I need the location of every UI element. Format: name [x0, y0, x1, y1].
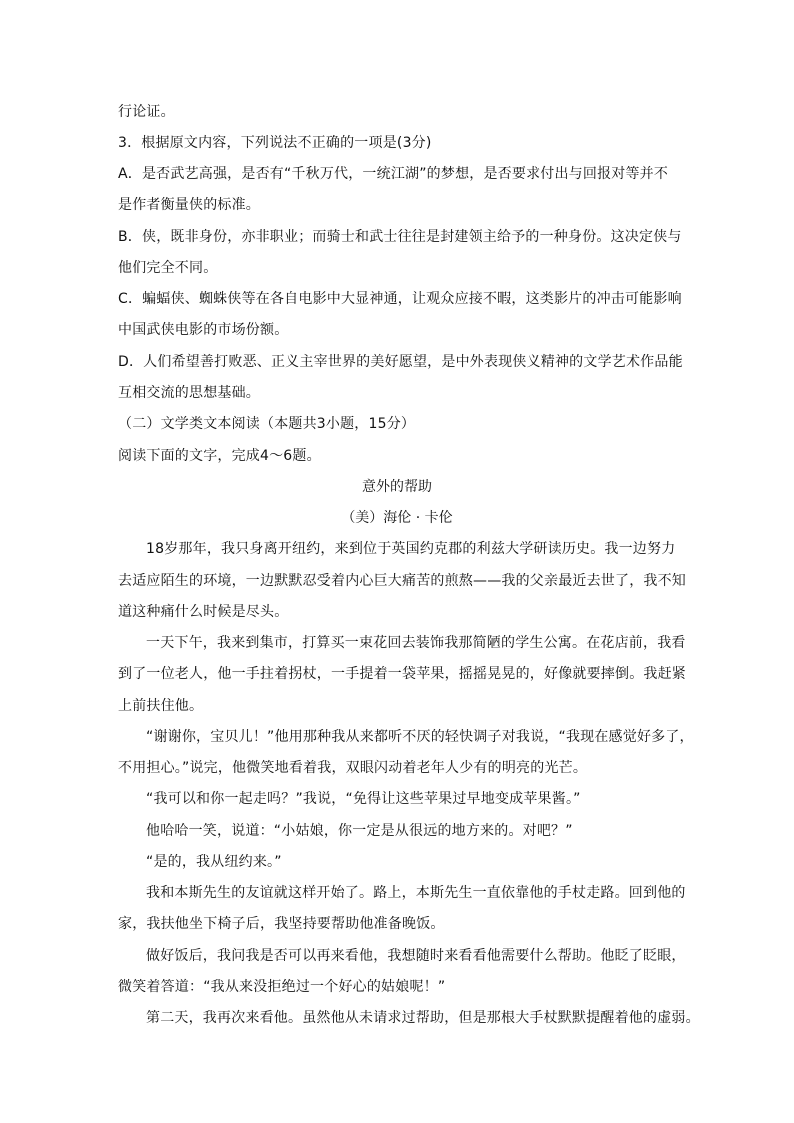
- story-author: （美）海伦 · 卡伦: [341, 510, 453, 526]
- story-line: “谢谢你，宝贝儿！”他用那种我从来都听不厌的轻快调子对我说，“我现在感觉好多了，: [146, 729, 694, 745]
- story-line: 我和本斯先生的友谊就这样开始了。路上，本斯先生一直依靠他的手杖走路。回到他的: [146, 885, 686, 901]
- story-line: 第二天，我再次来看他。虽然他从未请求过帮助，但是那根大手杖默默提醒着他的虚弱。: [146, 1010, 700, 1026]
- option-a-line-1: A．是否武艺高强，是否有“千秋万代，一统江湖”的梦想，是否要求付出与回报对等并不: [118, 166, 669, 182]
- story-line: 道这种痛什么时候是尽头。: [118, 604, 289, 620]
- question-3-stem: 3．根据原文内容，下列说法不正确的一项是(3分): [118, 135, 432, 151]
- story-line: “我可以和你一起走吗？”我说，“免得让这些苹果过早地变成苹果酱。”: [146, 791, 581, 807]
- story-line: 到了一位老人，他一手拄着拐杖，一手提着一袋苹果，摇摇晃晃的，好像就要摔倒。我赶紧: [118, 666, 686, 682]
- option-c-line-2: 中国武侠电影的市场份额。: [118, 322, 289, 338]
- story-line: 不用担心。”说完，他微笑地看着我，双眼闪动着老年人少有的明亮的光芒。: [118, 760, 588, 776]
- reading-instruction: 阅读下面的文字，完成4～6题。: [118, 448, 321, 464]
- story-line: 家，我扶他坐下椅子后，我坚持要帮助他准备晚饭。: [118, 916, 445, 932]
- section-heading: （二）文学类文本阅读（本题共3小题，15分）: [118, 416, 416, 432]
- option-c-line-1: C．蝙蝠侠、蜘蛛侠等在各自电影中大显神通，让观众应接不暇，这类影片的冲击可能影响: [118, 291, 682, 307]
- option-d-line-1: D．人们希望善打败恶、正义主宰世界的美好愿望，是中外表现侠义精神的文学艺术作品能: [118, 354, 683, 370]
- text-line: 行论证。: [118, 104, 175, 120]
- option-a-line-2: 是作者衡量侠的标准。: [118, 197, 260, 213]
- story-line: 上前扶住他。: [118, 698, 204, 714]
- story-line: 18岁那年，我只身离开纽约，来到位于英国约克郡的利兹大学研读历史。我一边努力: [146, 541, 676, 557]
- option-b-line-2: 他们完全不同。: [118, 260, 218, 276]
- story-line: 做好饭后，我问我是否可以再来看他，我想随时来看看他需要什么帮助。他眨了眨眼，: [146, 948, 686, 964]
- story-title: 意外的帮助: [362, 479, 432, 495]
- story-line: 去适应陌生的环境，一边默默忍受着内心巨大痛苦的煎熬——我的父亲最近去世了，我不知: [118, 573, 686, 589]
- story-line: 他哈哈一笑，说道：“小姑娘，你一定是从很远的地方来的。对吧？”: [146, 823, 573, 839]
- option-b-line-1: B．侠，既非身份，亦非职业；而骑士和武士往往是封建领主给予的一种身份。这决定侠与: [118, 229, 682, 245]
- story-line: 一天下午，我来到集市，打算买一束花回去装饰我那简陋的学生公寓。在花店前，我看: [146, 635, 686, 651]
- story-line: 微笑着答道：“我从来没拒绝过一个好心的姑娘呢！”: [118, 979, 446, 995]
- story-line: “是的，我从纽约来。”: [146, 854, 282, 870]
- option-d-line-2: 互相交流的思想基础。: [118, 385, 260, 401]
